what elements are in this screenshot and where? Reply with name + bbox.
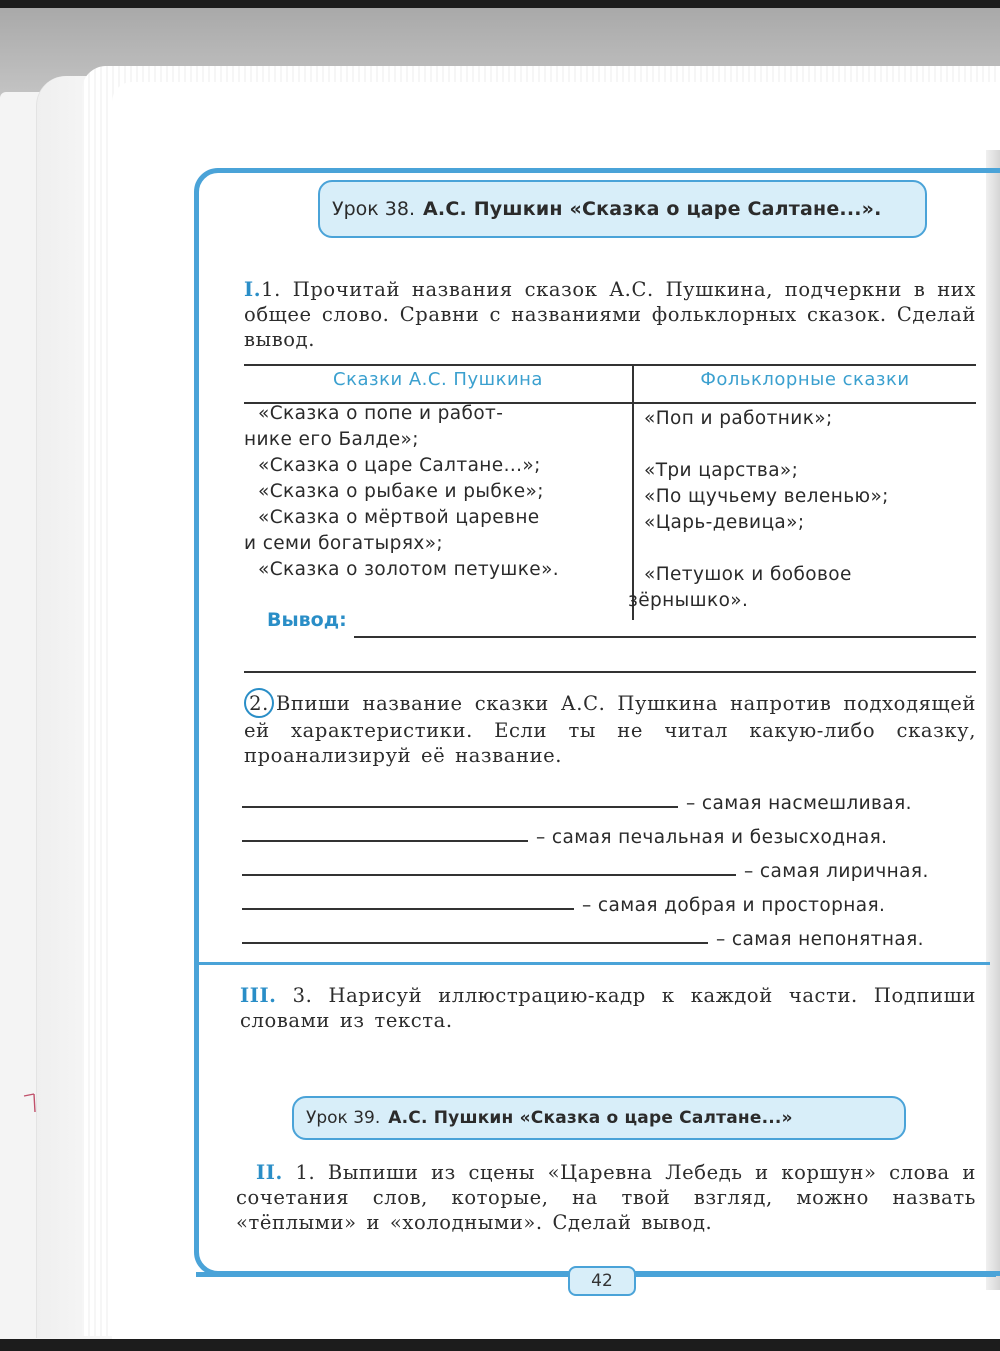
- answer-line[interactable]: [242, 840, 528, 842]
- list-item: «Петушок и бобовое: [644, 564, 852, 585]
- scanner-edge-top: [0, 0, 1000, 8]
- lesson-38-number: Урок 38.: [332, 198, 415, 220]
- lesson-38-title: А.С. Пушкин «Сказка о царе Салтане...».: [423, 198, 882, 220]
- task-4-instruction: [236, 1160, 976, 1235]
- pen-mark-icon: [22, 1090, 44, 1114]
- fill-row: [242, 890, 885, 916]
- conclusion-label: Вывод:: [267, 609, 347, 631]
- list-item: «Поп и работник»;: [644, 408, 833, 429]
- lesson-38-header: [318, 180, 927, 238]
- task-2-text: Впиши название сказки А.С. Пушкина напротив подходящей ей характеристики. Если ты не читал какую-либо сказку, проанализируй её название.: [244, 692, 976, 767]
- task-2-instruction: [244, 688, 976, 768]
- list-item: «Сказка о мёртвой царевне: [258, 507, 540, 528]
- page-number: 42: [568, 1266, 636, 1296]
- list-item: и семи богатырях»;: [244, 533, 444, 554]
- task-1-level: I.: [244, 278, 262, 301]
- task-3-instruction: [240, 983, 976, 1033]
- answer-line[interactable]: [242, 942, 708, 944]
- task-4-text: 1. Выпиши из сцены «Царевна Лебедь и коршун» слова и сочетания слов, которые, на твой взгляд, можно назвать «тёплыми» и «холодными». Сделай вывод.: [236, 1161, 976, 1234]
- table-top-border: [244, 364, 976, 366]
- characteristic-label: – самая добрая и просторная.: [582, 895, 886, 916]
- column-header-folk: Фольклорные сказки: [700, 369, 910, 390]
- task-3-level: III.: [240, 984, 277, 1007]
- list-item: «По щучьему веленью»;: [644, 486, 889, 507]
- scanner-edge-bottom: [0, 1339, 1000, 1351]
- lesson-39-header: [292, 1096, 906, 1140]
- characteristic-label: – самая насмешливая.: [686, 793, 912, 814]
- list-item: «Сказка о рыбаке и рыбке»;: [258, 481, 544, 502]
- list-item: зёрнышко».: [628, 590, 749, 611]
- characteristic-label: – самая непонятная.: [716, 929, 924, 950]
- lesson-39-title: А.С. Пушкин «Сказка о царе Салтане...»: [388, 1108, 793, 1128]
- column-header-pushkin: Сказки А.С. Пушкина: [333, 369, 543, 390]
- lesson-39-number: Урок 39.: [306, 1108, 381, 1128]
- answer-line[interactable]: [242, 908, 574, 910]
- task-1-text: 1. Прочитай названия сказок А.С. Пушкина, подчеркни в них общее слово. Сравни с названиями фольклорных сказок. Сделай вывод.: [244, 278, 976, 351]
- pushkin-tales-list: [244, 401, 632, 583]
- conclusion-answer-line[interactable]: [354, 636, 976, 638]
- characteristic-label: – самая печальная и безысходная.: [536, 827, 888, 848]
- list-item: «Три царства»;: [644, 460, 799, 481]
- section-divider: [196, 962, 990, 965]
- task-3-text: 3. Нарисуй иллюстрацию-кадр к каждой части. Подпиши словами из текста.: [240, 984, 976, 1032]
- list-item: «Царь-девица»;: [644, 512, 805, 533]
- fill-row: [242, 856, 929, 882]
- task-1-instruction: [244, 277, 976, 352]
- fill-row: [242, 788, 912, 814]
- folk-tales-list: [628, 406, 976, 614]
- conclusion-answer-line[interactable]: [244, 671, 976, 673]
- answer-line[interactable]: [242, 874, 736, 876]
- task-2-number: 2.: [244, 688, 274, 718]
- list-item: «Сказка о царе Салтане...»;: [258, 455, 541, 476]
- fill-row: [242, 822, 887, 848]
- characteristic-label: – самая лиричная.: [744, 861, 929, 882]
- list-item: «Сказка о золотом петушке».: [258, 559, 560, 580]
- fill-row: [242, 924, 924, 950]
- list-item: нике его Балде»;: [244, 429, 419, 450]
- answer-line[interactable]: [242, 806, 678, 808]
- list-item: «Сказка о попе и работ-: [258, 403, 504, 424]
- task-4-level: II.: [256, 1161, 283, 1184]
- table-column-divider: [632, 366, 634, 620]
